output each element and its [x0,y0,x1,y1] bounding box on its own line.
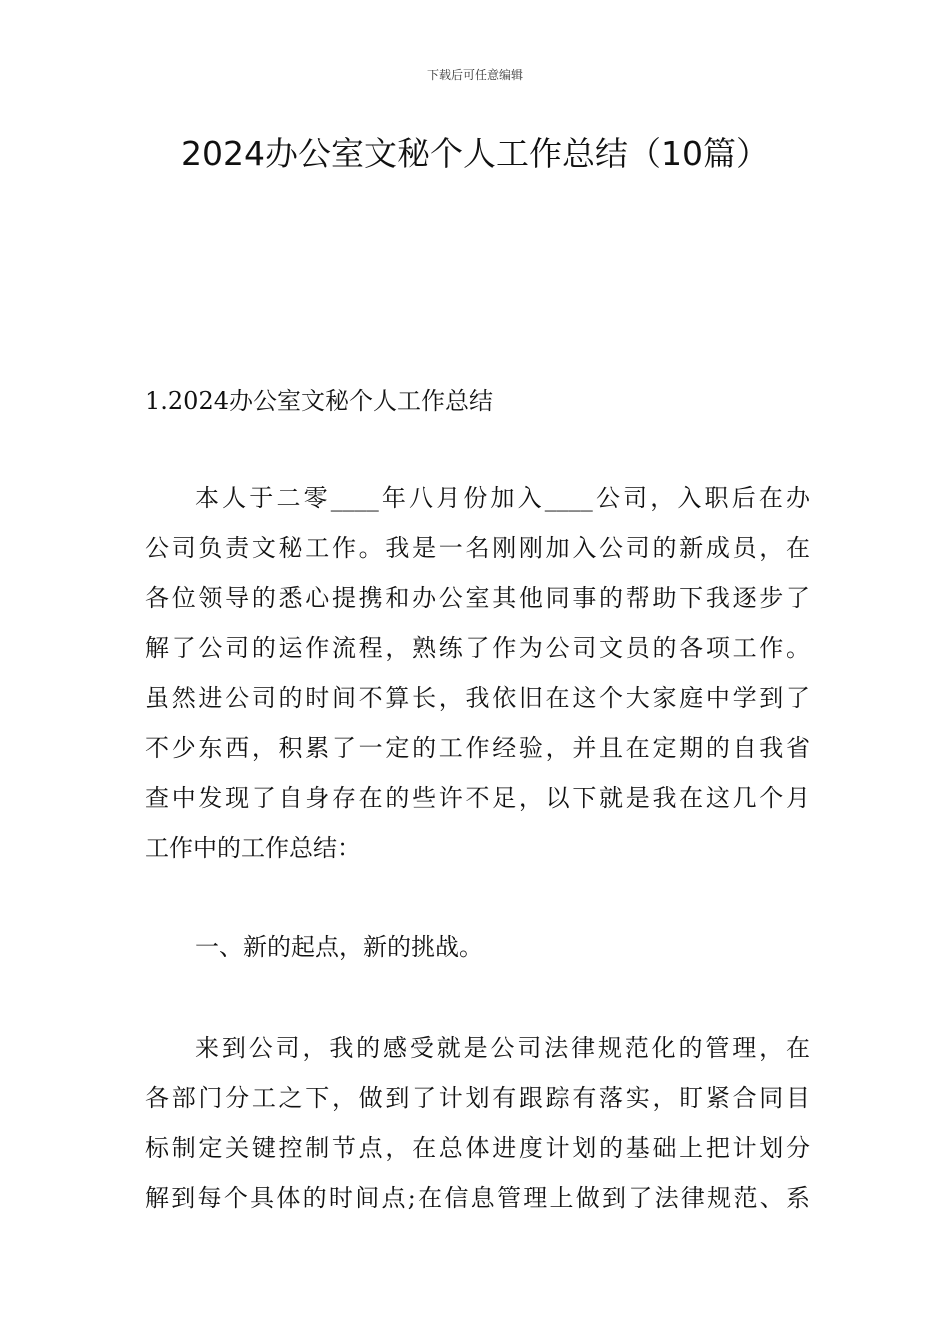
paragraph-line: 本人于二零____年八月份加入____公司，入职后在办 [195,484,810,512]
paragraph-company [145,1023,810,1223]
section-heading: 1.2024办公室文秘个人工作总结 [145,387,493,415]
subheading-new-start: 一、新的起点，新的挑战。 [195,933,483,961]
paragraph-line: 不少东西，积累了一定的工作经验，并且在定期的自我省 [145,734,810,762]
paragraph-line: 标制定关键控制节点，在总体进度计划的基础上把计划分 [145,1134,810,1162]
paragraph-line: 公司负责文秘工作。我是一名刚刚加入公司的新成员，在 [145,534,810,562]
paragraph-line: 虽然进公司的时间不算长，我依旧在这个大家庭中学到了 [145,684,810,712]
paragraph-line: 各位领导的悉心提携和办公室其他同事的帮助下我逐步了 [145,584,810,612]
paragraph-line: 解到每个具体的时间点;在信息管理上做到了法律规范、系 [145,1184,810,1212]
paragraph-line: 来到公司，我的感受就是公司法律规范化的管理，在 [195,1034,810,1062]
paragraph-line: 查中发现了自身存在的些许不足，以下就是我在这几个月 [145,784,810,812]
paragraph-line: 解了公司的运作流程，熟练了作为公司文员的各项工作。 [145,634,810,662]
paragraph-line: 各部门分工之下，做到了计划有跟踪有落实，盯紧合同目 [145,1084,810,1112]
page-header-note: 下载后可任意编辑 [426,68,523,82]
paragraph-intro [145,473,810,873]
paragraph-line: 工作中的工作总结： [145,834,361,862]
document-title: 2024办公室文秘个人工作总结（10篇） [181,134,769,173]
